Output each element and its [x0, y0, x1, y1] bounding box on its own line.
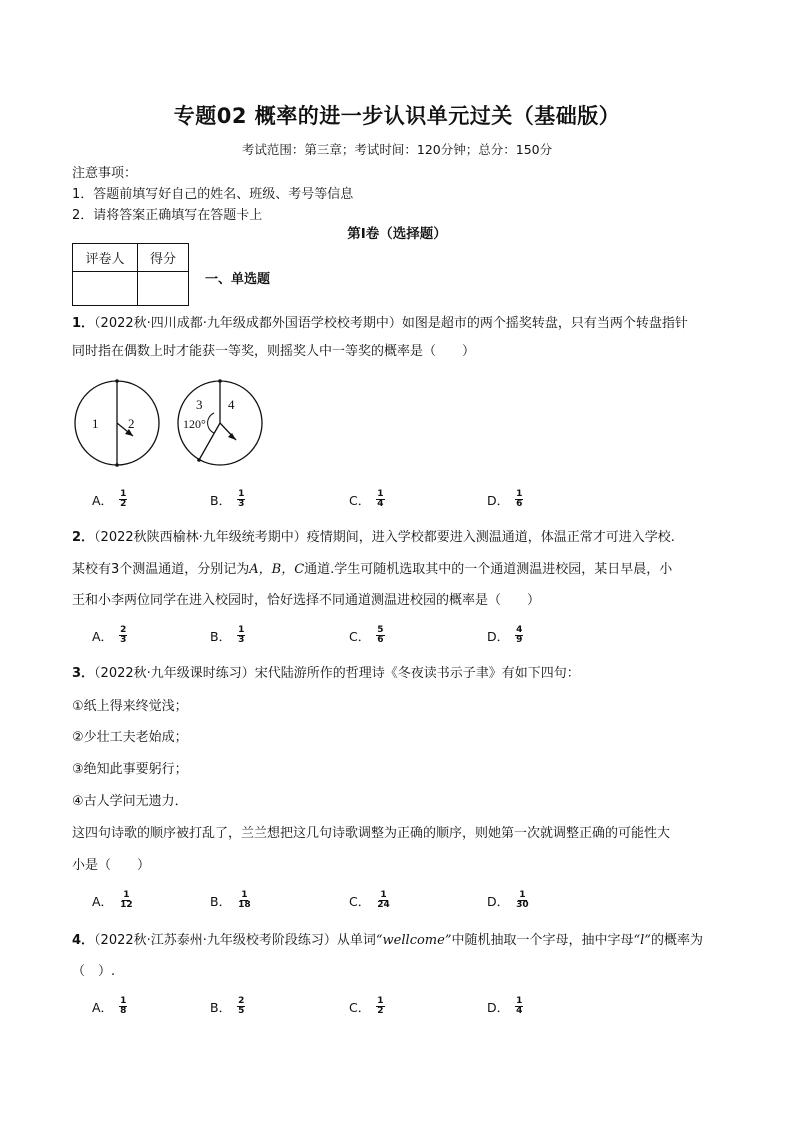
q3-option-a[interactable] [92, 891, 134, 910]
question-3-line-1 [72, 660, 580, 688]
grader-header: 评卷人 [73, 244, 138, 272]
fraction [119, 891, 134, 910]
denominator: 30 [516, 900, 529, 910]
fraction [515, 891, 530, 910]
notes-heading: 注意事项： [72, 166, 138, 181]
spinner-figure [70, 378, 270, 468]
poem-line-4: ④古人学问无遗力． [72, 794, 188, 809]
question-number: 3． [72, 666, 95, 681]
option-label: A． [92, 628, 114, 644]
option-label: D． [487, 999, 510, 1015]
fraction [237, 891, 252, 910]
word: “wellcome” [375, 933, 452, 948]
q4-option-d[interactable] [487, 997, 523, 1016]
fraction [376, 997, 384, 1016]
q4-option-a[interactable] [92, 997, 127, 1016]
option-label: C． [349, 893, 371, 909]
denominator: 3 [120, 635, 127, 645]
score-cell [138, 272, 189, 306]
poem-line-2: ②少壮工夫老始成； [72, 730, 188, 745]
fraction [237, 490, 245, 509]
fraction [237, 626, 245, 645]
q2-option-c[interactable] [349, 626, 385, 645]
numerator: 1 [516, 489, 523, 499]
q2-option-b[interactable] [210, 626, 245, 645]
denominator: 5 [238, 1006, 245, 1016]
denominator: 8 [120, 1006, 127, 1016]
letter: “l” [633, 933, 651, 948]
question-2-line-2 [72, 556, 672, 584]
q3-option-d[interactable] [487, 891, 530, 910]
spinner-2-label-4: 4 [228, 397, 235, 412]
note-item-2: 2．请将答案正确填写在答题卡上 [72, 208, 263, 223]
question-number: 4． [72, 933, 95, 948]
denominator: 6 [516, 499, 523, 509]
volume-heading: 第I卷（选择题） [347, 226, 447, 242]
fraction [119, 626, 127, 645]
denominator: 4 [516, 1006, 523, 1016]
page-title: 专题02 概率的进一步认识单元过关（基础版） [173, 104, 621, 128]
spinner-2-label-3: 3 [196, 397, 203, 412]
numerator: 1 [238, 625, 245, 635]
denominator: 3 [238, 499, 245, 509]
question-text: 通道.学生可随机选取其中的一个通道测温进校园，某日早晨，小 [304, 562, 673, 577]
fraction [376, 626, 384, 645]
question-text: （2022秋·四川成都·九年级成都外国语学校校考期中）如图是超市的两个摇奖转盘，只有当两个转盘指针 [94, 316, 688, 331]
q1-option-c[interactable] [349, 490, 385, 509]
denominator: 18 [238, 900, 251, 910]
option-label: A． [92, 492, 114, 508]
fraction [119, 997, 127, 1016]
spinner-2 [178, 379, 262, 465]
denominator: 2 [120, 499, 127, 509]
question-1-line-1 [72, 310, 688, 338]
fraction [515, 997, 523, 1016]
denominator: 9 [516, 635, 523, 645]
q1-option-b[interactable] [210, 490, 245, 509]
denominator: 4 [377, 499, 384, 509]
denominator: 12 [120, 900, 133, 910]
channel-variables: A，B，C [249, 562, 305, 577]
question-text: 的概率为 [650, 933, 703, 948]
option-label: A． [92, 999, 114, 1015]
question-2-line-3: 王和小李两位同学在进入校园时，恰好选择不同通道测温进校园的概率是（ ） [72, 593, 541, 608]
question-3-line-7: 小是（ ） [72, 858, 151, 873]
poem-line-1: ①纸上得来终觉浅； [72, 699, 188, 714]
q3-option-b[interactable] [210, 891, 252, 910]
numerator: 1 [377, 996, 384, 1006]
numerator: 2 [238, 996, 245, 1006]
spinner-1-label-left: 1 [92, 416, 99, 431]
question-number: 2． [72, 530, 95, 545]
angle-label: 120° [183, 417, 206, 431]
numerator: 1 [519, 890, 526, 900]
fraction [515, 626, 523, 645]
fraction [376, 490, 384, 509]
denominator: 24 [377, 900, 390, 910]
option-label: D． [487, 628, 510, 644]
exam-info: 考试范围：第三章；考试时间：120分钟；总分：150分 [241, 142, 553, 157]
numerator: 5 [377, 625, 384, 635]
fraction [515, 490, 523, 509]
option-label: B． [210, 628, 232, 644]
q1-option-d[interactable] [487, 490, 523, 509]
option-label: A． [92, 893, 114, 909]
option-label: C． [349, 492, 371, 508]
question-4-line-2: （ ）. [72, 964, 116, 979]
option-label: B． [210, 893, 232, 909]
question-1-line-2: 同时指在偶数上时才能获一等奖，则摇奖人中一等奖的概率是（ ） [72, 344, 476, 359]
q1-option-a[interactable] [92, 490, 127, 509]
spinner-1-label-right: 2 [128, 416, 135, 431]
denominator: 3 [238, 635, 245, 645]
numerator: 1 [238, 489, 245, 499]
q4-option-c[interactable] [349, 997, 385, 1016]
option-label: D． [487, 492, 510, 508]
grader-cell [73, 272, 138, 306]
option-label: C． [349, 999, 371, 1015]
numerator: 1 [241, 890, 248, 900]
numerator: 1 [516, 996, 523, 1006]
question-2-line-1 [72, 524, 675, 552]
numerator: 2 [120, 625, 127, 635]
q2-option-a[interactable] [92, 626, 127, 645]
numerator: 1 [120, 489, 127, 499]
poem-line-3: ③绝知此事要躬行； [72, 762, 188, 777]
question-text: 某校有3个测温通道，分别记为 [72, 562, 250, 577]
fraction [119, 490, 127, 509]
denominator: 2 [377, 1006, 384, 1016]
part-title: 一、单选题 [205, 272, 271, 287]
numerator: 1 [123, 890, 130, 900]
q3-option-c[interactable] [349, 891, 391, 910]
option-label: B． [210, 492, 232, 508]
denominator: 6 [377, 635, 384, 645]
question-3-line-6: 这四句诗歌的顺序被打乱了，兰兰想把这几句诗歌调整为正确的顺序，则她第一次就调整正确的可能性大 [72, 826, 671, 841]
fraction [237, 997, 245, 1016]
note-item-1: 1．答题前填写好自己的姓名、班级、考号等信息 [72, 187, 354, 202]
spinner-1 [75, 379, 159, 467]
q4-option-b[interactable] [210, 997, 245, 1016]
option-label: B． [210, 999, 232, 1015]
q2-option-d[interactable] [487, 626, 523, 645]
question-text: （2022秋陕西榆林·九年级统考期中）疫情期间，进入学校都要进入测温通道，体温正常才可进入学校. [94, 530, 675, 545]
fraction [376, 891, 391, 910]
numerator: 1 [380, 890, 387, 900]
option-label: C． [349, 628, 371, 644]
question-text: （2022秋·江苏泰州·九年级校考阶段练习）从单词 [94, 933, 376, 948]
score-header: 得分 [138, 244, 189, 272]
question-text: 中随机抽取一个字母，抽中字母 [451, 933, 634, 948]
question-number: 1． [72, 316, 95, 331]
score-table [72, 243, 189, 306]
numerator: 4 [516, 625, 523, 635]
numerator: 1 [120, 996, 127, 1006]
question-text: （2022秋·九年级课时练习）宋代陆游所作的哲理诗《冬夜读书示子聿》有如下四句： [94, 666, 580, 681]
numerator: 1 [377, 489, 384, 499]
option-label: D． [487, 893, 510, 909]
question-4-line-1 [72, 927, 703, 955]
